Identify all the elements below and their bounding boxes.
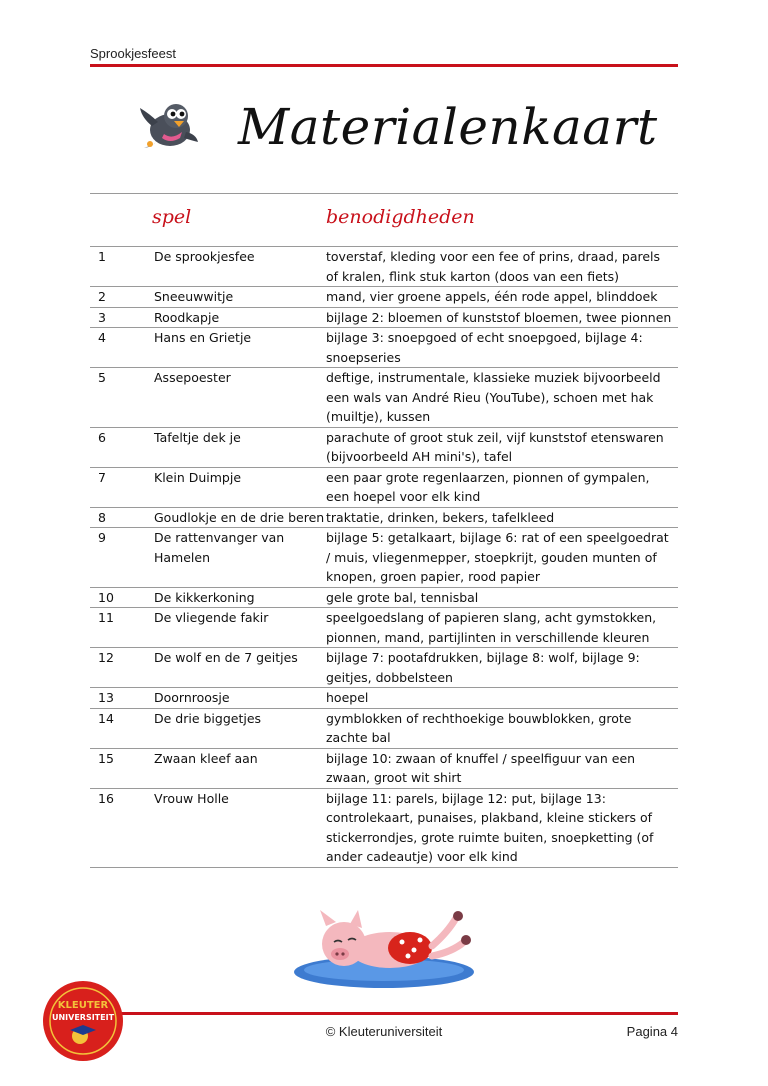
row-number: 5 (98, 370, 106, 385)
row-number: 7 (98, 469, 106, 485)
row-game-name: Tafeltje dek je (154, 429, 241, 445)
row-materials: mand, vier groene appels, één rode appel, blinddoek (326, 289, 658, 304)
row-game-name: De wolf en de 7 geitjes (154, 650, 298, 665)
footer-copyright: © Kleuteruniversiteit (325, 1024, 443, 1039)
row-game-name: Vrouw Holle (154, 790, 229, 806)
table-row (90, 328, 678, 368)
row-materials: bijlage 11: parels, bijlage 12: put, bijlage 13: controlekaart, punaises, plakband, kleine stickers of stickerrondjes, grote ruimte buiten, snoepketting (of ander cadeautje) voor elk kind (326, 790, 654, 864)
footer-page-number: Pagina 4 (626, 1024, 678, 1039)
row-materials: bijlage 5: getalkaart, bijlage 6: rat of een speelgoedrat / muis, vliegenmepper, stoepkrijt, gouden munten of knopen, groen papier, rood papier (326, 530, 669, 584)
table-body (90, 247, 678, 868)
row-number: 12 (98, 650, 114, 665)
row-number: 1 (98, 249, 106, 264)
table-row (90, 528, 678, 588)
running-header: Sprookjesfeest (90, 46, 176, 61)
row-materials: bijlage 7: pootafdrukken, bijlage 8: wolf, bijlage 9: geitjes, dobbelsteen (326, 650, 640, 685)
svg-text:UNIVERSITEIT: UNIVERSITEIT (51, 1013, 115, 1022)
column-header-benodigdheden: benodigdheden (326, 206, 475, 228)
table-row (90, 688, 678, 709)
row-materials: gymblokken of rechthoekige bouwblokken, grote zachte bal (326, 710, 632, 745)
row-materials: traktatie, drinken, bekers, tafelkleed (326, 509, 555, 525)
kleuteruniversiteit-logo (40, 978, 126, 1064)
row-number: 2 (98, 289, 106, 304)
pig-illustration (292, 906, 478, 990)
table-row (90, 709, 678, 749)
row-game-name: Sneeuwwitje (154, 289, 234, 304)
row-materials: toverstaf, kleding voor een fee of prins, draad, parels of kralen, flink stuk karton (doos van een fiets) (326, 249, 661, 284)
row-game-name: Klein Duimpje (154, 469, 242, 485)
row-number: 8 (98, 509, 106, 525)
row-number: 3 (98, 309, 106, 325)
row-number: 11 (98, 610, 114, 625)
row-game-name: Doornroosje (154, 690, 230, 705)
table-header-row (90, 194, 678, 247)
table-row (90, 287, 678, 308)
page-title: Materialenkaart (238, 98, 658, 156)
row-game-name: Roodkapje (154, 309, 220, 325)
header-rule (90, 64, 678, 67)
bird-illustration (136, 96, 200, 156)
row-game-name: Goudlokje en de drie beren (154, 509, 325, 525)
row-game-name: De rattenvanger van Hamelen (154, 530, 285, 565)
row-number: 4 (98, 330, 106, 345)
row-number: 16 (98, 790, 114, 806)
footer-rule (90, 1012, 678, 1015)
table-row (90, 588, 678, 609)
row-number: 14 (98, 710, 114, 726)
row-game-name: Hans en Grietje (154, 330, 252, 345)
row-materials: bijlage 2: bloemen of kunststof bloemen, twee pionnen (326, 309, 672, 325)
table-row (90, 247, 678, 287)
row-game-name: De drie biggetjes (154, 710, 262, 726)
row-number: 15 (98, 750, 114, 766)
table-row (90, 468, 678, 508)
row-game-name: De vliegende fakir (154, 610, 269, 625)
row-game-name: De kikkerkoning (154, 589, 255, 605)
table-row (90, 428, 678, 468)
table-row (90, 789, 678, 868)
svg-text:KLEUTER: KLEUTER (57, 1000, 109, 1011)
table-row (90, 608, 678, 648)
row-number: 13 (98, 690, 114, 705)
row-number: 9 (98, 530, 106, 545)
table-row (90, 648, 678, 688)
row-game-name: Assepoester (154, 370, 231, 385)
row-materials: een paar grote regenlaarzen, pionnen of gympalen, een hoepel voor elk kind (326, 469, 650, 504)
table-row (90, 368, 678, 428)
row-materials: deftige, instrumentale, klassieke muziek bijvoorbeeld een wals van André Rieu (YouTube), schoen met hak (muiltje), kussen (326, 370, 661, 424)
row-materials: hoepel (326, 690, 369, 705)
table-row (90, 308, 678, 329)
materials-table (90, 193, 678, 868)
row-number: 10 (98, 589, 114, 605)
table-row (90, 749, 678, 789)
column-header-spel: spel (152, 206, 192, 228)
row-materials: parachute of groot stuk zeil, vijf kunststof etenswaren (bijvoorbeeld AH mini's), tafel (326, 429, 664, 464)
row-number: 6 (98, 429, 106, 445)
row-materials: bijlage 3: snoepgoed of echt snoepgoed, bijlage 4: snoepseries (326, 330, 643, 365)
row-game-name: De sprookjesfee (154, 249, 255, 264)
row-materials: speelgoedslang of papieren slang, acht gymstokken, pionnen, mand, partijlinten in verschillende kleuren (326, 610, 657, 645)
row-game-name: Zwaan kleef aan (154, 750, 258, 766)
row-materials: bijlage 10: zwaan of knuffel / speelfiguur van een zwaan, groot wit shirt (326, 750, 636, 785)
row-materials: gele grote bal, tennisbal (326, 589, 479, 605)
table-row (90, 508, 678, 529)
